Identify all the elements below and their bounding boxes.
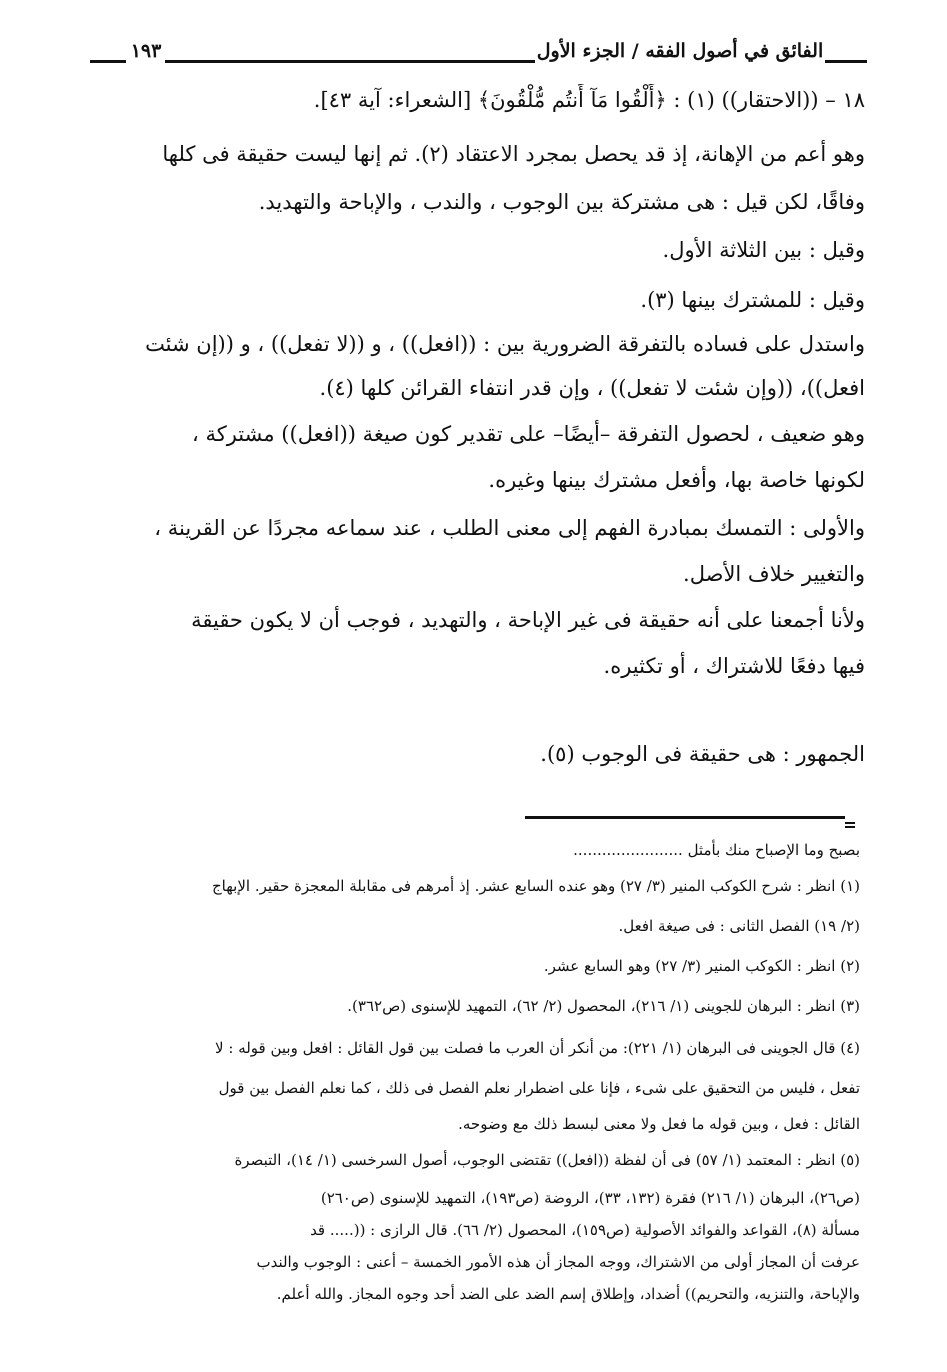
footnote-verse-line: بصبح وما الإصباح منك بأمثل ....................... bbox=[573, 841, 860, 859]
header-rule-right bbox=[825, 60, 867, 63]
paragraph-line: لكونها خاصة بها، وأفعل مشترك بينها وغيره. bbox=[488, 468, 865, 492]
paragraph-line: ولأنا أجمعنا على أنه حقيقة فى غير الإباحة ، والتهديد ، فوجب أن لا يكون حقيقة bbox=[191, 608, 865, 632]
footnote-line: (٢/ ١٩) الفصل الثانى : فى صيغة افعل. bbox=[618, 917, 860, 935]
footnote-line: القائل : فعل ، وبين قوله ما فعل ولا معنى لبسط ذلك مع وضوحه. bbox=[458, 1115, 860, 1133]
paragraph-line: وقيل : بين الثلاثة الأول. bbox=[662, 238, 865, 262]
paragraph-line: فيها دفعًا للاشتراك ، أو تكثيره. bbox=[603, 654, 865, 678]
footnote-4: (٤) قال الجوينى فى البرهان (١/ ٢٢١): من أنكر أن العرب ما فصلت بين قول القائل : افعل وبين قوله : لا bbox=[215, 1039, 860, 1057]
paragraph-line: واستدل على فساده بالتفرقة الضرورية بين : ((افعل)) ، و ((لا تفعل)) ، و ((إن شئت bbox=[145, 332, 865, 356]
paragraph-line: وقيل : للمشترك بينها (٣). bbox=[640, 288, 865, 312]
paragraph-line: والتغيير خلاف الأصل. bbox=[683, 562, 865, 586]
footnote-2: (٢) انظر : الكوكب المنير (٣/ ٢٧) وهو السابع عشر. bbox=[543, 957, 860, 975]
paragraph-line: وفاقًا، لكن قيل : هى مشتركة بين الوجوب ، والندب ، والإباحة والتهديد. bbox=[258, 190, 865, 214]
paragraph-line: وهو أعم من الإهانة، إذ قد يحصل بمجرد الاعتقاد (٢). ثم إنها ليست حقيقة فى كلها bbox=[162, 142, 865, 166]
footnote-line: تفعل ، فليس من التحقيق على شىء ، فإنا على اضطرار نعلم الفصل فى ذلك ، كما نعلم الفصل بين قول bbox=[218, 1079, 860, 1097]
paragraph-line: والأولى : التمسك بمبادرة الفهم إلى معنى الطلب ، عند سماعه مجردًا عن القرينة ، bbox=[154, 516, 865, 540]
footnote-3: (٣) انظر : البرهان للجوينى (١/ ٢١٦)، المحصول (٢/ ٦٢)، التمهيد للإسنوى (ص٣٦٢). bbox=[347, 997, 860, 1015]
footnote-5: (٥) انظر : المعتمد (١/ ٥٧) فى أن لفظة ((افعل)) تقتضى الوجوب، أصول السرخسى (١/ ١٤)، التبصرة bbox=[234, 1151, 860, 1169]
footnote-line: (ص٢٦)، البرهان (١/ ٢١٦) فقرة (١٣٢، ٣٣)، الروضة (ص١٩٣)، التمهيد للإسنوى (ص٢٦٠) bbox=[320, 1189, 860, 1207]
paragraph-line: وهو ضعيف ، لحصول التفرقة –أيضًا– على تقدير كون صيغة ((افعل)) مشتركة ، bbox=[192, 422, 865, 446]
header-rule-middle bbox=[165, 60, 535, 63]
footnote-line: والإباحة، والتنزيه، والتحريم)) أضداد، وإطلاق إسم الضد على الضد أحد وجوه المجاز. والله أعلم. bbox=[276, 1285, 860, 1303]
footnote-separator-mark bbox=[845, 822, 855, 828]
running-header-title: الفائق في أصول الفقه / الجزء الأول bbox=[536, 40, 824, 62]
footnote-line: عرفت أن المجاز أولى من الاشتراك، ووجه المجاز أن هذه الأمور الخمسة – أعنى : الوجوب والندب bbox=[256, 1253, 860, 1271]
item-18-line: ١٨ – ((الاحتقار)) (١) : ﴿أَلْقُوا مَآ أَنتُم مُّلْقُونَ﴾ [الشعراء: آية ٤٣]. bbox=[313, 88, 865, 112]
footnote-1: (١) انظر : شرح الكوكب المنير (٣/ ٢٧) وهو عنده السابع عشر. إذ أمرهم فى مقابلة المعجزة حقير. الإبهاج bbox=[211, 877, 860, 895]
paragraph-line: افعل))، ((وإن شئت لا تفعل)) ، وإن قدر انتفاء القرائن كلها (٤). bbox=[319, 376, 865, 400]
footnote-line: مسألة (٨)، القواعد والفوائد الأصولية (ص١٥٩)، المحصول (٢/ ٦٦). قال الرازى : ((..... قد bbox=[310, 1221, 860, 1239]
footnote-separator bbox=[525, 816, 845, 819]
paragraph-line: الجمهور : هى حقيقة فى الوجوب (٥). bbox=[540, 742, 865, 766]
header-rule-left bbox=[90, 60, 126, 63]
page-number: ١٩٣ bbox=[130, 40, 162, 62]
